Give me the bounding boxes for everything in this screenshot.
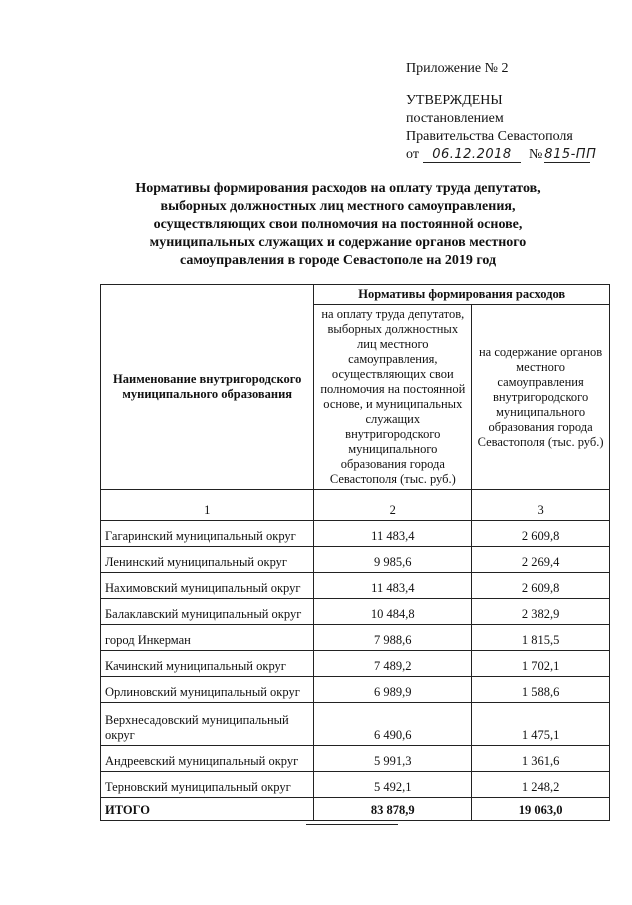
salary-value: 9 985,6 (314, 547, 472, 573)
district-name: Терновский муниципальный округ (101, 772, 314, 798)
approved-label: УТВЕРЖДЕНЫ (406, 93, 503, 108)
table-row (101, 772, 610, 798)
column-index-1: 1 (101, 490, 314, 521)
district-name: Андреевский муниципальный округ (101, 746, 314, 772)
column-header-upkeep: на содержание органов местного самоуправления внутригородского муниципального образования города Севастополя (тыс. руб.) (472, 305, 610, 490)
upkeep-value: 1 702,1 (472, 651, 610, 677)
handwritten-number-field (544, 147, 597, 163)
table-row (101, 746, 610, 772)
upkeep-value: 2 609,8 (472, 521, 610, 547)
document-title: Нормативы формирования расходов на оплату труда депутатов, выборных должностных лиц местного самоуправления, осуществляющих свои полномочия на постоянной основе, муниципальных служащих и содержание органов местного самоуправления в городе Севастополе на 2019 год (135, 181, 541, 268)
district-name: Гагаринский муниципальный округ (101, 521, 314, 547)
table-row (101, 677, 610, 703)
salary-value: 7 489,2 (314, 651, 472, 677)
upkeep-value: 1 361,6 (472, 746, 610, 772)
total-salary-value: 83 878,9 (314, 798, 472, 821)
district-name: Нахимовский муниципальный округ (101, 573, 314, 599)
norms-table (100, 284, 610, 821)
column-index-3: 3 (472, 490, 610, 521)
salary-value: 7 988,6 (314, 625, 472, 651)
total-label: ИТОГО (101, 798, 314, 821)
column-index-row (101, 490, 610, 521)
approved-by-line-1: постановлением (406, 111, 504, 126)
table-row (101, 625, 610, 651)
salary-value: 11 483,4 (314, 573, 472, 599)
upkeep-value: 1 588,6 (472, 677, 610, 703)
column-header-name: Наименование внутригородского муниципального образования (101, 285, 314, 490)
handwritten-date: 06.12.2018 (432, 147, 512, 162)
handwritten-number: 815-ПП (544, 147, 597, 162)
table-row (101, 547, 610, 573)
upkeep-value: 2 609,8 (472, 573, 610, 599)
column-index-2: 2 (314, 490, 472, 521)
upkeep-value: 2 382,9 (472, 599, 610, 625)
table-row (101, 599, 610, 625)
salary-value: 5 492,1 (314, 772, 472, 798)
district-name: город Инкерман (101, 625, 314, 651)
district-name: Орлиновский муниципальный округ (101, 677, 314, 703)
upkeep-value: 1 815,5 (472, 625, 610, 651)
upkeep-value: 1 475,1 (472, 703, 610, 746)
district-name: Верхнесадовский муниципальный округ (101, 703, 314, 746)
closing-divider (306, 824, 398, 825)
table-row (101, 521, 610, 547)
salary-value: 5 991,3 (314, 746, 472, 772)
salary-value: 6 989,9 (314, 677, 472, 703)
handwritten-date-field (423, 148, 521, 163)
district-name: Качинский муниципальный округ (101, 651, 314, 677)
table-row (101, 651, 610, 677)
date-number-line (406, 146, 616, 164)
column-header-salary: на оплату труда депутатов, выборных должностных лиц местного самоуправления, осуществляющих свои полномочия на постоянной основе, и муниципальных служащих внутригородского муниципального образования города Севастополя (тыс. руб.) (314, 305, 472, 490)
appendix-label: Приложение № 2 (406, 61, 509, 76)
approval-block (406, 60, 616, 164)
table-row (101, 703, 610, 746)
district-name: Балаклавский муниципальный округ (101, 599, 314, 625)
total-row (101, 798, 610, 821)
salary-value: 6 490,6 (314, 703, 472, 746)
salary-value: 10 484,8 (314, 599, 472, 625)
total-upkeep-value: 19 063,0 (472, 798, 610, 821)
upkeep-value: 1 248,2 (472, 772, 610, 798)
date-prefix: от (406, 147, 419, 162)
approved-by-line-2: Правительства Севастополя (406, 129, 573, 144)
district-name: Ленинский муниципальный округ (101, 547, 314, 573)
column-group-header: Нормативы формирования расходов (314, 285, 610, 305)
table-row (101, 573, 610, 599)
upkeep-value: 2 269,4 (472, 547, 610, 573)
salary-value: 11 483,4 (314, 521, 472, 547)
number-prefix: № (528, 147, 543, 162)
table-header-row-1 (101, 285, 610, 305)
